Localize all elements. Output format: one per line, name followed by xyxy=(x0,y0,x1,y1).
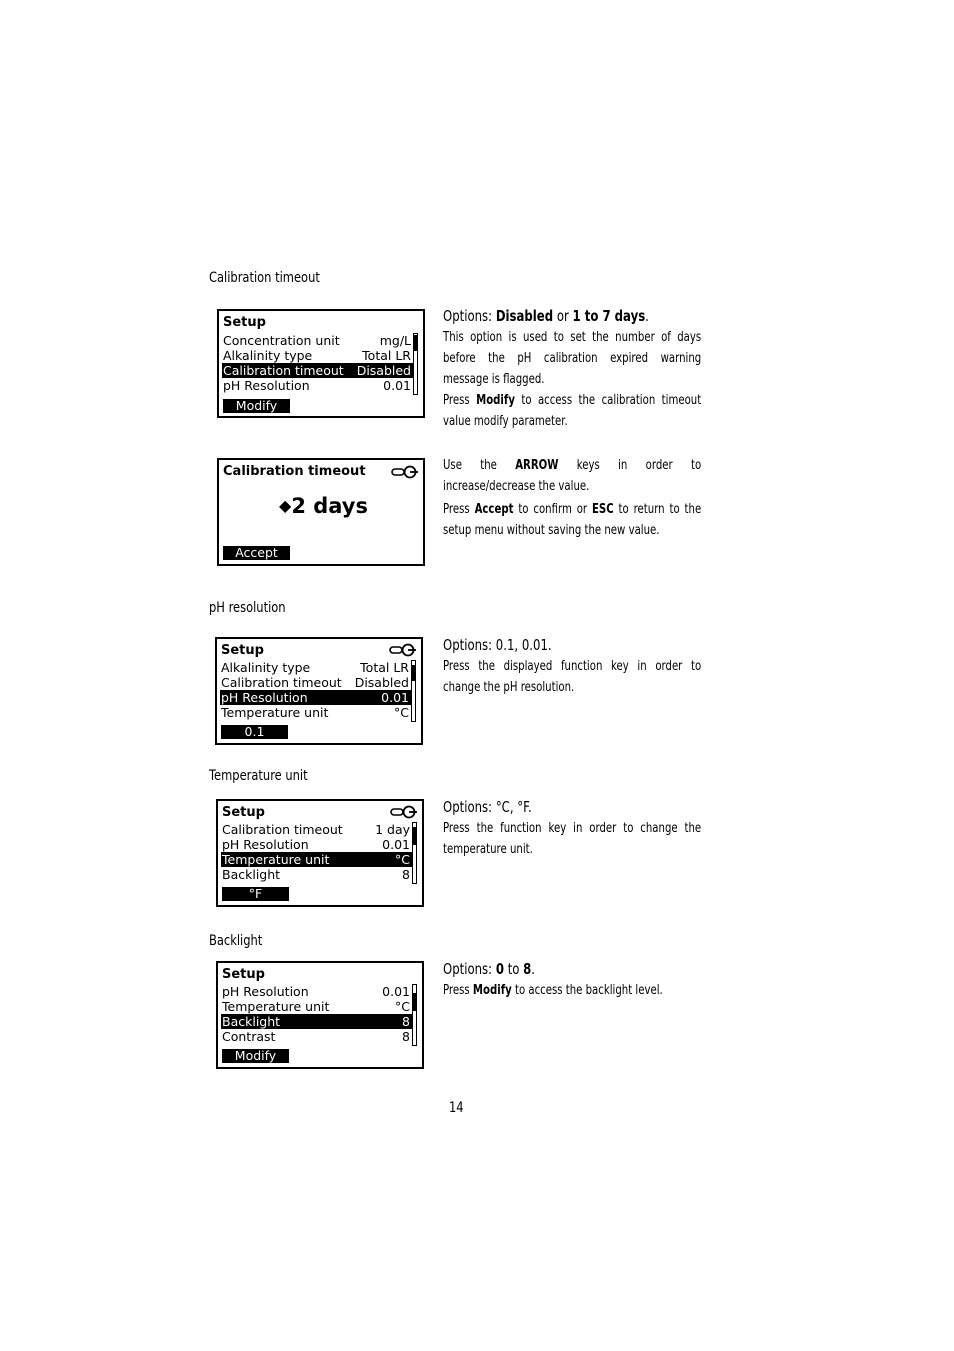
option-value: °F xyxy=(517,798,528,816)
row-label: Alkalinity type xyxy=(221,660,311,675)
ph-options-text xyxy=(443,634,701,698)
text-fragment: Use the xyxy=(443,458,497,473)
up-down-arrow-icon: ◆ xyxy=(279,496,292,515)
key-name: Accept xyxy=(474,502,514,517)
screen-header: Setup xyxy=(223,315,266,330)
key-name: ESC xyxy=(591,502,614,517)
row-value: Total LR xyxy=(362,348,411,363)
lcd-screen-setup-temperature xyxy=(216,799,424,907)
row-value: °C xyxy=(394,705,409,720)
menu-row xyxy=(222,378,413,393)
scrollbar xyxy=(412,822,417,884)
option-value: 0 xyxy=(495,960,504,978)
lcd-screen-calibration-timeout xyxy=(217,458,425,566)
menu-row xyxy=(221,837,412,852)
row-value: Total LR xyxy=(360,660,409,675)
option-value: Disabled xyxy=(495,307,554,325)
function-key-modify: Modify xyxy=(222,1049,289,1063)
options-label: Options xyxy=(443,798,489,816)
menu-row xyxy=(220,705,411,720)
screen-header: Setup xyxy=(222,967,265,982)
lcd-screen-setup-backlight xyxy=(216,961,424,1069)
function-key-modify: Modify xyxy=(223,399,290,413)
menu-row xyxy=(221,1029,412,1044)
calibration-options-text: Options: Disabled or 1 to 7 days. This option is used to set the number of days before the pH calibration expired warning message is flagged. Press Modify to access the calibration timeout value modify parameter. xyxy=(443,307,702,429)
options-label: Options xyxy=(443,307,489,325)
function-key-accept: Accept xyxy=(223,546,290,560)
row-label: Temperature unit xyxy=(222,852,330,867)
menu-row xyxy=(220,660,411,675)
options-label: Options xyxy=(443,960,489,978)
row-value: Disabled xyxy=(356,363,411,378)
option-value: 8 xyxy=(523,960,532,978)
plug-icon xyxy=(389,643,417,657)
screen-header: Calibration timeout xyxy=(223,464,366,479)
scrollbar xyxy=(412,984,417,1046)
row-label: Temperature unit xyxy=(222,999,330,1014)
key-name: ARROW xyxy=(515,458,559,473)
lcd-screen-setup-calibration xyxy=(217,309,425,418)
instruction-text: to access the backlight level. xyxy=(514,983,663,998)
menu-row xyxy=(221,999,412,1014)
connector-word: or xyxy=(556,307,569,325)
row-label: pH Resolution xyxy=(221,690,308,705)
option-value: °C xyxy=(495,798,510,816)
description-paragraph: Press the displayed function key in order to change the pH resolution. xyxy=(443,659,702,695)
row-value: mg/L xyxy=(379,333,411,348)
function-key-ph-0-1: 0.1 xyxy=(221,725,288,739)
section-title-ph-resolution: pH resolution xyxy=(209,600,286,616)
menu-row-selected xyxy=(220,690,411,705)
text-fragment: to return to the setup menu without saving the new value. xyxy=(443,502,702,538)
text-fragment: keys in order to increase/decrease the value. xyxy=(443,458,702,494)
description-paragraph: Press the function key in order to change the temperature unit. xyxy=(443,821,702,857)
page-number: 14 xyxy=(449,1100,464,1116)
backlight-options-text: Options: 0 to 8. Press Modify to access the backlight level. xyxy=(443,960,663,998)
row-label: pH Resolution xyxy=(222,837,309,852)
menu-row-selected xyxy=(222,363,413,378)
row-label: pH Resolution xyxy=(222,984,309,999)
row-label: Contrast xyxy=(222,1029,276,1044)
row-label: Backlight xyxy=(222,1014,281,1029)
press-word: Press xyxy=(443,983,470,998)
menu-row xyxy=(222,333,413,348)
menu-row-selected xyxy=(221,1014,412,1029)
row-value: 0.01 xyxy=(381,690,409,705)
row-value: Disabled xyxy=(354,675,409,690)
row-label: pH Resolution xyxy=(223,378,310,393)
row-value: °C xyxy=(395,999,410,1014)
menu-row xyxy=(221,984,412,999)
option-value: 1 to 7 days xyxy=(572,307,646,325)
timeout-value: 2 days xyxy=(291,494,368,518)
description-paragraph: This option is used to set the number of days before the pH calibration expired warning message is flagged. xyxy=(443,330,702,387)
section-title-backlight: Backlight xyxy=(209,933,263,949)
key-name: Modify xyxy=(472,983,512,998)
row-value: °C xyxy=(395,852,410,867)
scrollbar xyxy=(411,660,416,722)
connector-word: to xyxy=(507,960,520,978)
scrollbar xyxy=(413,333,418,395)
text-fragment: to confirm or xyxy=(518,502,588,517)
row-value: 0.01 xyxy=(382,837,410,852)
menu-row xyxy=(222,348,413,363)
row-label: Backlight xyxy=(222,867,281,882)
row-label: Alkalinity type xyxy=(223,348,313,363)
row-value: 8 xyxy=(402,1029,410,1044)
function-key-fahrenheit: °F xyxy=(222,887,289,901)
section-title-calibration-timeout: Calibration timeout xyxy=(209,270,320,286)
press-word: Press xyxy=(443,393,470,408)
row-label: Calibration timeout xyxy=(221,675,342,690)
calibration-arrow-text xyxy=(443,455,701,541)
instruction-text: to access the calibration timeout value modify parameter. xyxy=(443,393,702,429)
lcd-screen-setup-ph xyxy=(215,637,423,745)
row-label: Calibration timeout xyxy=(222,822,343,837)
timeout-value-display xyxy=(279,494,368,518)
screen-header: Setup xyxy=(221,643,264,658)
row-label: Concentration unit xyxy=(223,333,340,348)
key-name: Modify xyxy=(476,393,515,408)
row-value: 0.01 xyxy=(383,378,411,393)
temperature-options-text: Options: °C, °F. Press the function key in order to change the temperature unit. xyxy=(443,796,701,860)
press-word: Press xyxy=(443,502,470,517)
plug-icon xyxy=(391,465,419,479)
row-label: Calibration timeout xyxy=(223,363,344,378)
menu-row-selected xyxy=(221,852,412,867)
plug-icon xyxy=(390,805,418,819)
row-value: 1 day xyxy=(375,822,410,837)
row-value: 0.01 xyxy=(382,984,410,999)
screen-header: Setup xyxy=(222,805,265,820)
section-title-temperature-unit: Temperature unit xyxy=(209,768,308,784)
row-value: 8 xyxy=(402,1014,410,1029)
options-line: Options: 0.1, 0.01. xyxy=(443,636,552,654)
menu-row xyxy=(221,822,412,837)
menu-row xyxy=(221,867,412,882)
menu-row xyxy=(220,675,411,690)
row-value: 8 xyxy=(402,867,410,882)
row-label: Temperature unit xyxy=(221,705,329,720)
